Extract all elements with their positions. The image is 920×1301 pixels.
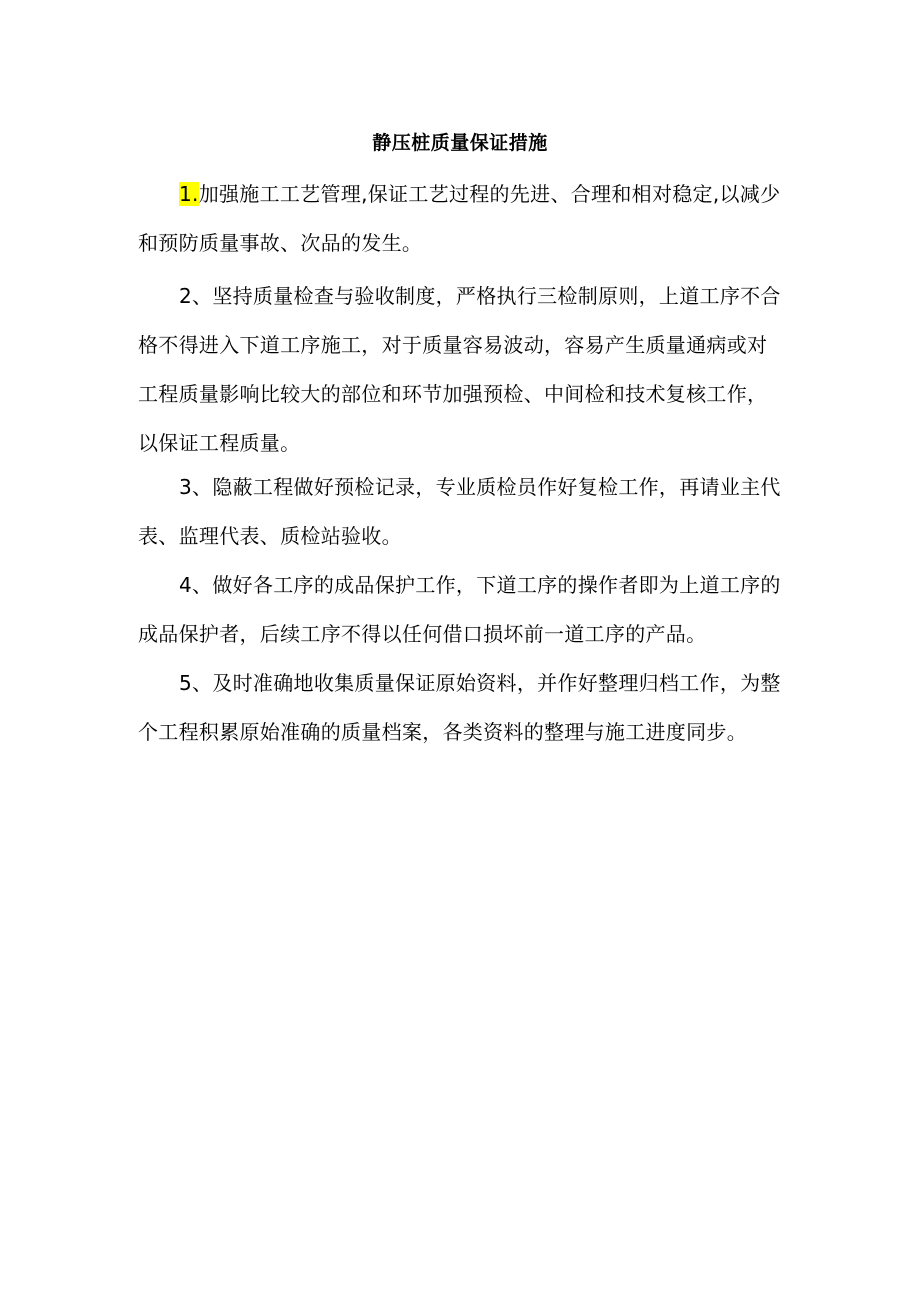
list-item-1 [138,170,784,268]
list-item-2 [138,272,784,468]
list-item-5 [138,659,784,757]
item-2-text: 、坚持质量检查与验收制度，严格执行三检制原则，上道工序不合格不得进入下道工序施工，对于质量容易波动，容易产生质量通病或对工程质量影响比较大的部位和环节加强预检、中间检和技术复核工作，以保证工程质量。 [138,284,781,455]
item-3-text: 、隐蔽工程做好预检记录，专业质检员作好复检工作，再请业主代表、监理代表、质检站验收。 [138,475,781,548]
item-4-number: 4 [179,573,193,597]
item-5-text: 、及时准确地收集质量保证原始资料，并作好整理归档工作，为整个工程积累原始准确的质量档案，各类资料的整理与施工进度同步。 [138,671,781,744]
item-1-text: 加强施工工艺管理,保证工艺过程的先进、合理和相对稳定,以减少和预防质量事故、次品的发生。 [138,182,781,255]
list-item-4 [138,561,784,659]
list-item-3 [138,463,784,561]
item-1-number: 1. [179,182,199,206]
item-3-number: 3 [179,475,193,499]
document-title: 静压桩质量保证措施 [372,132,548,154]
item-5-number: 5 [179,671,193,695]
item-4-text: 、做好各工序的成品保护工作，下道工序的操作者即为上道工序的成品保护者，后续工序不得以任何借口损坏前一道工序的产品。 [138,573,781,646]
item-2-number: 2 [179,284,193,308]
